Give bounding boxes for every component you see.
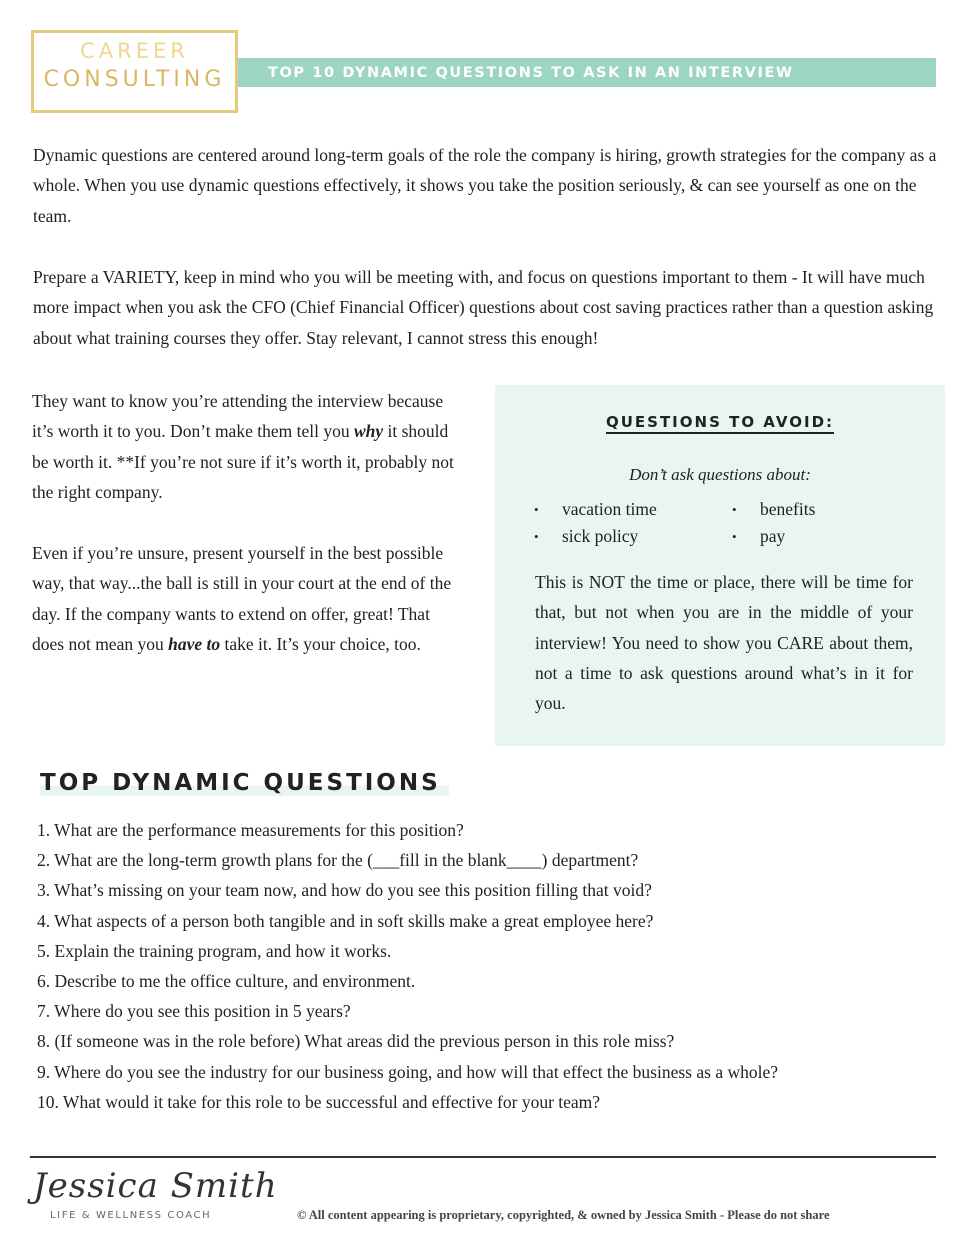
question-item: 6. Describe to me the office culture, and environment.	[37, 971, 416, 992]
logo-line-2: CONSULTING	[43, 67, 226, 92]
emphasis: have to	[168, 633, 221, 654]
title-banner: TOP 10 DYNAMIC QUESTIONS TO ASK IN AN INTERVIEW	[238, 58, 936, 87]
text: it should be worth it. **If you’re not sure if it’s worth it, probably not the right company.	[32, 421, 454, 502]
emphasis: why	[353, 421, 384, 442]
avoid-title-text: QUESTIONS TO AVOID:	[606, 413, 834, 434]
intro-paragraph-1: Dynamic questions are centered around long-term goals of the role the company is hiring, growth strategies for the company as a whole. When you use dynamic questions effectively, it shows you take the position seriously, & can see yourself as one on the team.	[33, 145, 937, 226]
copyright-notice: © All content appearing is proprietary, copyrighted, & owned by Jessica Smith - Please do not share	[297, 1208, 830, 1222]
question-item: 2. What are the long-term growth plans for the (___fill in the blank____) department?	[37, 850, 639, 871]
question-item: 1. What are the performance measurements for this position?	[37, 820, 464, 840]
avoid-item: • pay	[760, 526, 785, 547]
question-item: 4. What aspects of a person both tangible and in soft skills make a great employee here?	[37, 910, 654, 931]
question-item: 3. What’s missing on your team now, and how do you see this position filling that void?	[37, 880, 652, 901]
question-item: 8. (If someone was in the role before) What areas did the previous person in this role miss?	[37, 1031, 675, 1052]
avoid-subtitle: Don’t ask questions about:	[629, 465, 811, 484]
question-item: 10. What would it take for this role to be successful and effective for your team?	[37, 1091, 601, 1112]
text: Even if you’re unsure, present yourself in the best possible way, that way...the ball is still in your court at the end of the day. If the company wants to extend on offer, great! That does not mean you	[32, 543, 452, 654]
text: They want to know you’re attending the interview because it’s worth it to you. Don’t make them tell you	[32, 391, 444, 442]
avoid-title	[495, 413, 945, 431]
avoid-body: This is NOT the time or place, there will be time for that, but not when you are in the middle of your interview! You need to show you CARE about them, not a time to ask questions around what’s in it for you.	[535, 572, 913, 714]
avoid-item: • vacation time	[562, 499, 657, 520]
questions-heading: TOP DYNAMIC QUESTIONS	[40, 770, 449, 796]
left-paragraph-1	[32, 386, 462, 507]
career-consulting-logo	[31, 30, 238, 113]
questions-to-avoid-box	[495, 385, 945, 746]
question-item: 5. Explain the training program, and how it works.	[37, 940, 392, 961]
avoid-item: • benefits	[760, 499, 815, 520]
question-item: 9. Where do you see the industry for our business going, and how will that effect the business as a whole?	[37, 1061, 778, 1082]
intro-paragraph-2: Prepare a VARIETY, keep in mind who you will be meeting with, and focus on questions important to them - It will have much more impact when you ask the CFO (Chief Financial Officer) questions about cost saving practices rather than a question asking about what training courses they offer. Stay relevant, I cannot stress this enough!	[33, 267, 934, 348]
avoid-item: • sick policy	[562, 526, 638, 547]
logo-line-1: CAREER	[80, 39, 189, 63]
questions-list	[37, 815, 937, 1117]
signature-tagline: LIFE & WELLNESS COACH	[50, 1210, 212, 1221]
question-item: 7. Where do you see this position in 5 years?	[37, 1001, 351, 1022]
left-paragraph-2	[32, 538, 464, 659]
footer-divider	[30, 1156, 936, 1158]
text: take it. It’s your choice, too.	[220, 633, 421, 654]
signature-logo: Jessica Smith	[33, 1166, 278, 1206]
